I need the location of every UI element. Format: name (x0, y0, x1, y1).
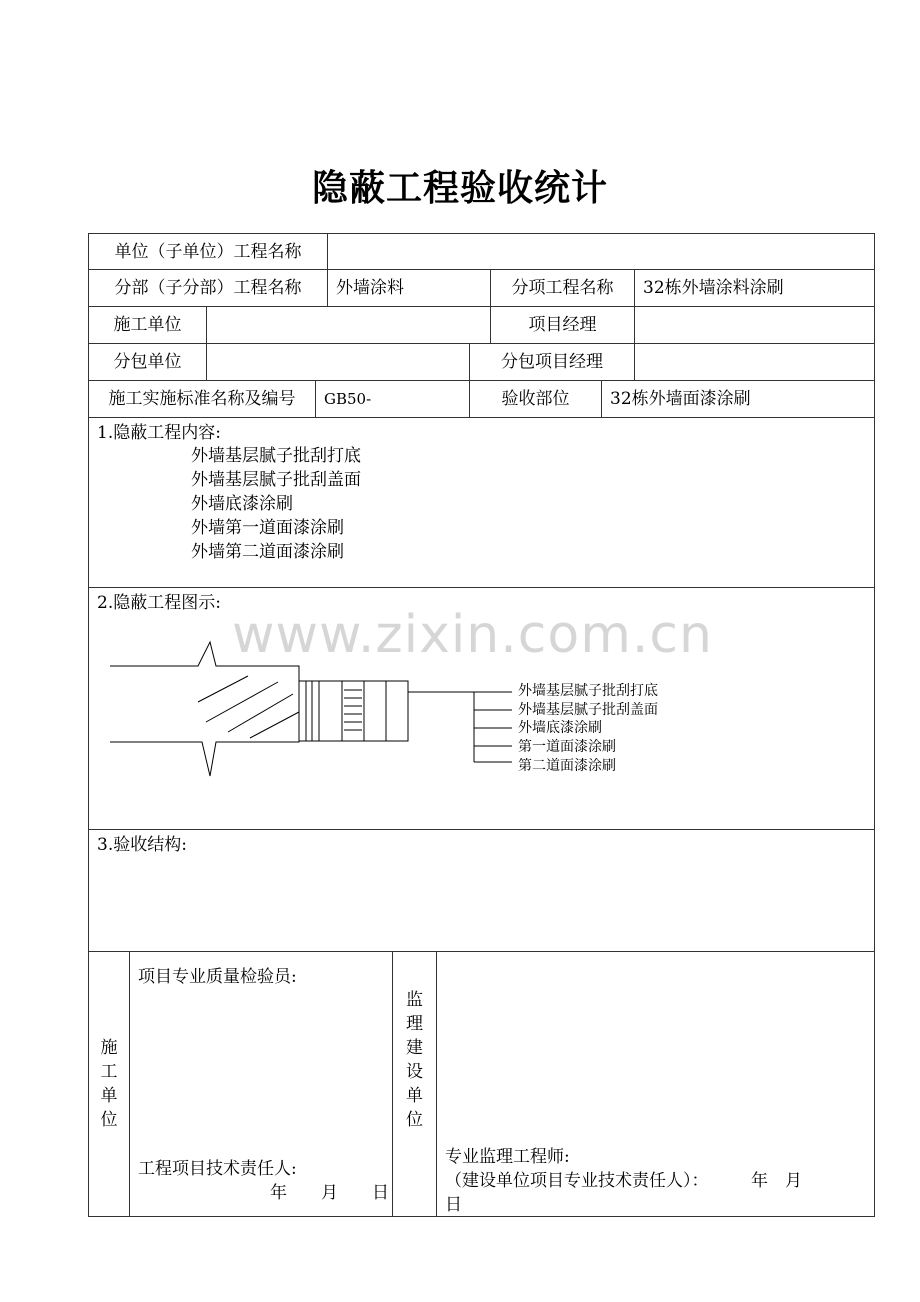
vertical-char: 施 (100, 1038, 118, 1058)
unit-value[interactable] (327, 233, 875, 270)
unit-label: 单位（子单位）工程名称 (88, 233, 328, 270)
vertical-char: 监 (406, 990, 423, 1010)
standard-label: 施工实施标准名称及编号 (88, 380, 316, 418)
tech-lead-label: 工程项目技术责任人: (138, 1159, 297, 1179)
pm-value[interactable] (634, 306, 875, 344)
vertical-char: 单 (100, 1086, 118, 1106)
diagram-label: 外墙底漆涂刷 (518, 720, 602, 736)
watermark: www.zixin.com.cn (232, 605, 713, 665)
date-right-tail: 日 (445, 1195, 462, 1215)
vertical-char: 理 (406, 1014, 423, 1034)
hatch-line (206, 682, 278, 722)
vertical-char: 位 (406, 1110, 423, 1130)
wall-outline (110, 642, 299, 776)
diagram-label: 外墙基层腻子批刮盖面 (518, 702, 658, 718)
date-left: 年 月 日 (270, 1183, 389, 1203)
inspector-label: 项目专业质量检验员: (138, 967, 297, 987)
list-item: 外墙第二道面漆涂刷 (191, 542, 344, 562)
supervisor-signoff (436, 951, 875, 1217)
hatch-line (250, 712, 299, 738)
vertical-char: 工 (100, 1062, 118, 1082)
vertical-char: 位 (100, 1110, 118, 1130)
layer-block (364, 681, 386, 741)
sub-pm-value[interactable] (634, 343, 875, 381)
diagram-label: 外墙基层腻子批刮打底 (518, 683, 658, 699)
standard-value[interactable]: GB50- (315, 380, 470, 418)
accept-part-label: 验收部位 (469, 380, 602, 418)
list-item: 外墙底漆涂刷 (191, 494, 293, 514)
diagram-label: 第一道面漆涂刷 (518, 739, 616, 755)
contractor-value[interactable] (206, 306, 491, 344)
contractor-label: 施工单位 (88, 306, 207, 344)
section-hidden-work-content (88, 417, 875, 588)
layer-block (299, 681, 319, 741)
owner-tech-label: （建设单位项目专业技术责任人）： 年 月 (445, 1171, 802, 1191)
division-value[interactable]: 外墙涂料 (327, 269, 491, 307)
vertical-char: 建 (406, 1038, 423, 1058)
hatch-line (228, 694, 293, 732)
list-item: 外墙基层腻子批刮打底 (191, 446, 361, 466)
section1-list (97, 444, 866, 564)
section3-heading: 3.验收结构: (97, 835, 187, 855)
section1-heading: 1.隐蔽工程内容: (97, 423, 221, 443)
supervisor-unit-vertical (392, 951, 437, 1217)
sub-label: 分包单位 (88, 343, 207, 381)
pm-label: 项目经理 (490, 306, 635, 344)
division-label: 分部（子分部）工程名称 (88, 269, 328, 307)
layer-block (319, 681, 342, 741)
vertical-char: 单 (406, 1086, 423, 1106)
accept-part-value[interactable]: 32栋外墙面漆涂刷 (601, 380, 875, 418)
vertical-char: 设 (406, 1062, 423, 1082)
section-acceptance-result (88, 829, 875, 952)
contractor-signoff (129, 951, 393, 1217)
supervisor-engineer-label: 专业监理工程师: (445, 1147, 570, 1167)
hatch-line (198, 676, 248, 702)
item-value[interactable]: 32栋外墙涂料涂刷 (634, 269, 875, 307)
page-title: 隐蔽工程验收统计 (311, 168, 608, 209)
diagram-label: 第二道面漆涂刷 (518, 758, 616, 774)
contractor-unit-vertical (88, 951, 130, 1217)
list-item: 外墙基层腻子批刮盖面 (191, 470, 361, 490)
list-item: 外墙第一道面漆涂刷 (191, 518, 344, 538)
item-label: 分项工程名称 (490, 269, 635, 307)
layer-block (386, 681, 408, 741)
sub-value[interactable] (206, 343, 470, 381)
layer-diagram (88, 630, 688, 790)
sub-pm-label: 分包项目经理 (469, 343, 635, 381)
section2-heading: 2.隐蔽工程图示: (97, 593, 221, 613)
